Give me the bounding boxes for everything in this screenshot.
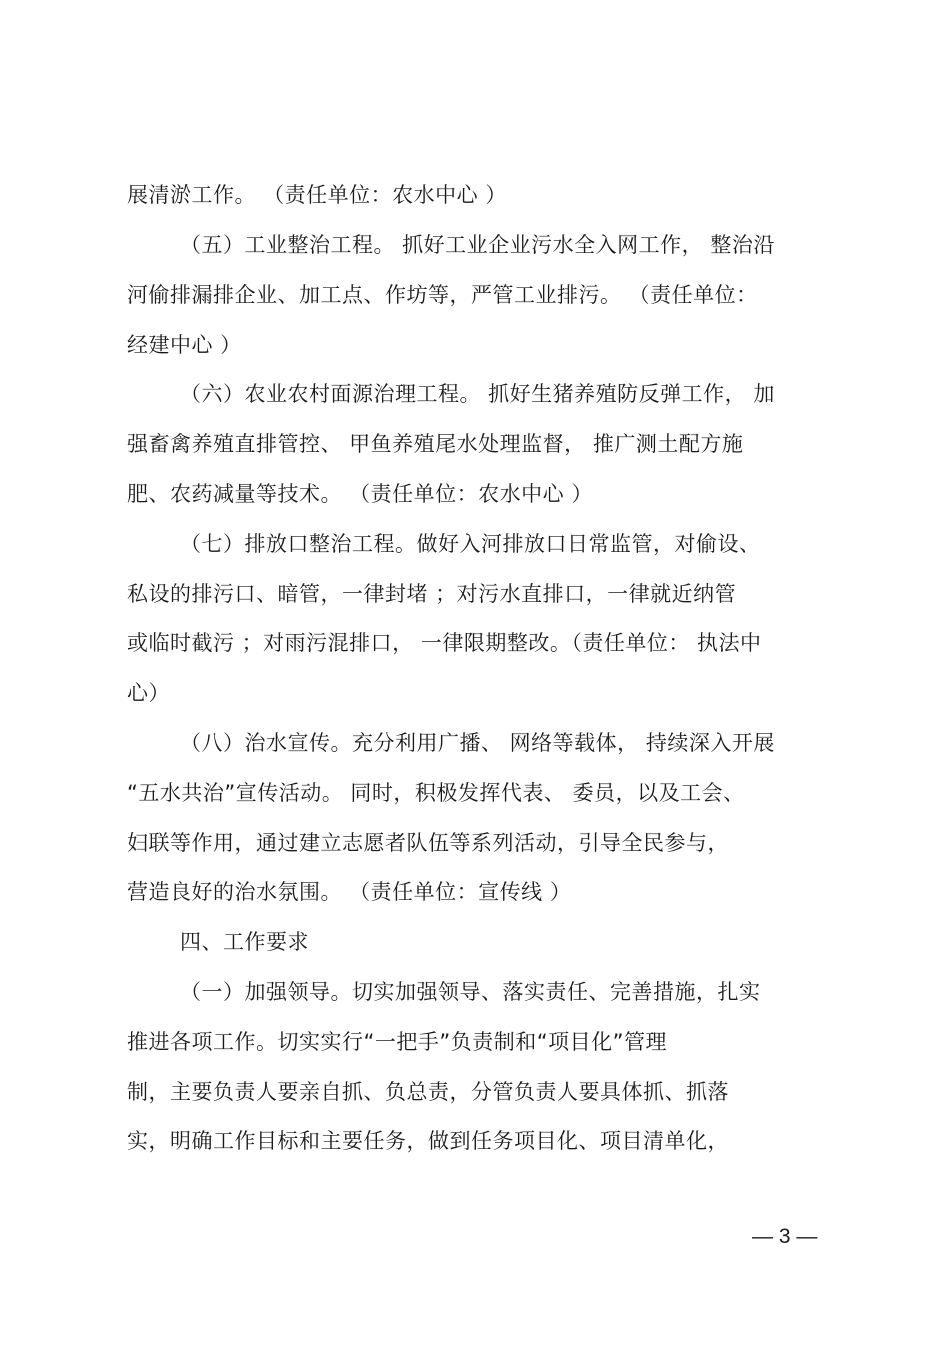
text-line: （一）加强领导。切实加强领导、落实责任、完善措施，扎实 [180, 980, 761, 1004]
page-number: — 3 — [752, 1225, 818, 1248]
text-line: （七）排放口整治工程。做好入河排放口日常监管，对偷设、 [180, 532, 761, 556]
text-line: 河偷排漏排企业、加工点、作坊等，严管工业排污。 （责任单位： [127, 283, 758, 307]
section-heading: 四、工作要求 [180, 930, 309, 954]
text-line: 私设的排污口、暗管，一律封堵 ；对污水直排口，一律就近纳管 [127, 582, 737, 606]
text-line: （八）治水宣传。充分利用广播、 网络等载体， 持续深入开展 [180, 731, 775, 755]
text-line: 推进各项工作。切实实行“一把手”负责制和“项目化”管理 [127, 1030, 668, 1054]
text-line: 营造良好的治水氛围。 （责任单位：宣传线 ） [127, 880, 572, 904]
text-line: “五水共治”宣传活动。 同时，积极发挥代表、 委员，以及工会、 [127, 781, 745, 805]
text-line: 肥、农药减量等技术。 （责任单位：农水中心 ） [127, 482, 593, 506]
text-line: 制，主要负责人要亲自抓、负总责，分管负责人要具体抓、抓落 [127, 1080, 729, 1104]
text-line: 妇联等作用，通过建立志愿者队伍等系列活动，引导全民参与， [127, 831, 729, 855]
text-line: （五）工业整治工程。 抓好工业企业污水全入网工作， 整治沿 [180, 233, 775, 257]
text-line: （六）农业农村面源治理工程。 抓好生猪养殖防反弹工作， 加 [180, 382, 775, 406]
text-line: 展清淤工作。 （责任单位：农水中心 ） [127, 183, 507, 207]
text-line: 心） [127, 681, 170, 705]
text-line: 经建中心 ） [127, 333, 242, 357]
text-line: 或临时截污 ；对雨污混排口， 一律限期整改。（责任单位： 执法中 [127, 631, 762, 655]
text-line: 强畜禽养殖直排管控、 甲鱼养殖尾水处理监督， 推广测土配方施 [127, 432, 744, 456]
text-line: 实，明确工作目标和主要任务，做到任务项目化、项目清单化， [127, 1129, 729, 1153]
